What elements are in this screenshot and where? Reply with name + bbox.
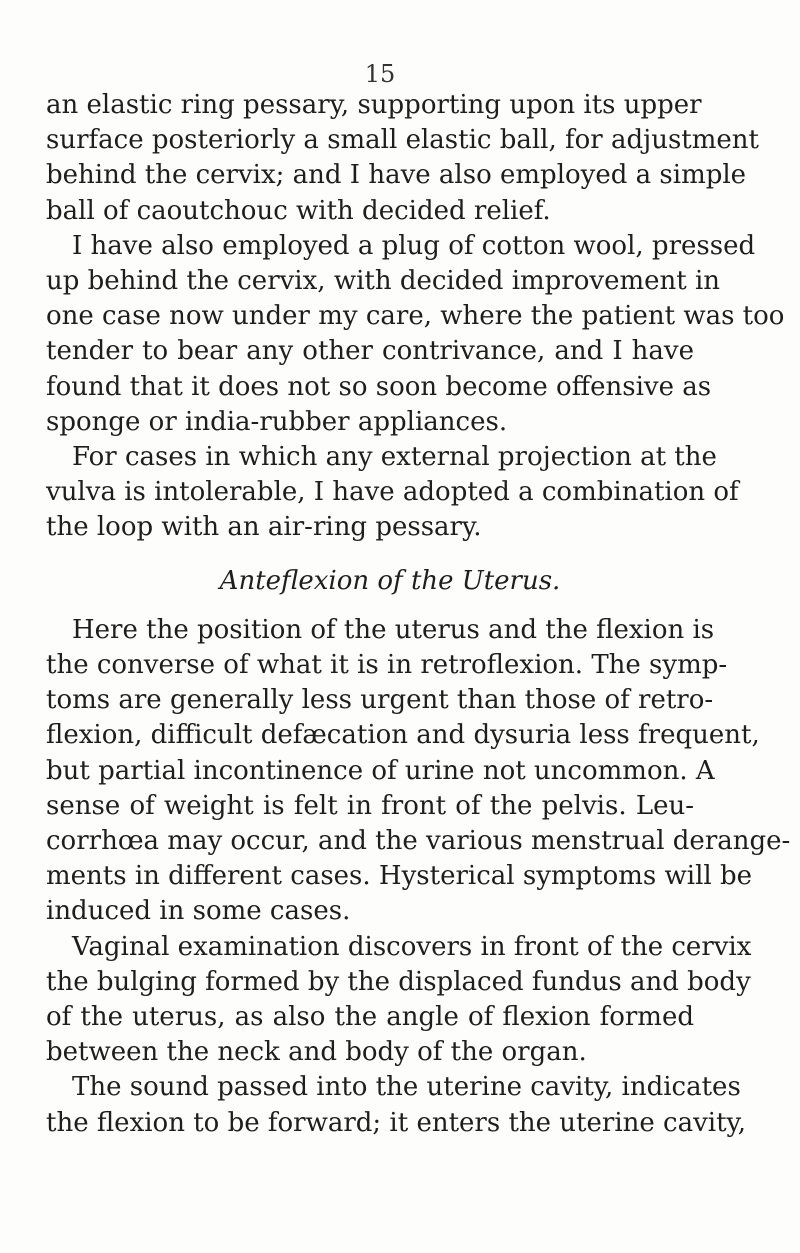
text-line: of the uterus, as also the angle of flexion formed <box>46 1002 694 1033</box>
text-line: induced in some cases. <box>46 896 351 927</box>
page-number: 15 <box>364 60 396 88</box>
text-line: an elastic ring pessary, supporting upon its upper <box>46 90 702 120</box>
text-line: ball of caoutchouc with decided relief. <box>46 195 551 226</box>
text-line: the bulging formed by the displaced fundus and body <box>46 966 751 997</box>
paragraph <box>46 440 739 546</box>
text-line: vulva is intolerable, I have adopted a combination of <box>46 477 739 508</box>
text-line: between the neck and body of the organ. <box>46 1037 587 1068</box>
paragraph <box>46 930 752 1071</box>
text-line: Here the position of the uterus and the flexion is <box>72 614 715 645</box>
text-line: tender to bear any other contrivance, and I have <box>46 336 694 367</box>
text-line: one case now under my care, where the patient was too <box>46 301 785 332</box>
section-heading: Anteflexion of the Uterus. <box>219 565 561 596</box>
text-line: Vaginal examination discovers in front of the cervix <box>72 931 752 962</box>
text-line: I have also employed a plug of cotton wool, pressed <box>72 230 756 261</box>
text-line: the converse of what it is in retroflexion. The symp- <box>46 650 728 681</box>
text-line: the loop with an air-ring pessary. <box>46 512 482 543</box>
text-line: behind the cervix; and I have also employed a simple <box>46 160 747 191</box>
text-line: but partial incontinence of urine not uncommon. A <box>46 755 715 786</box>
text-line: sense of weight is felt in front of the pelvis. Leu- <box>46 790 694 821</box>
text-line: sponge or india-rubber appliances. <box>46 406 508 437</box>
text-line: flexion, difficult defæcation and dysuria less frequent, <box>46 720 760 751</box>
text-line: ments in different cases. Hysterical symptoms will be <box>46 861 753 892</box>
paragraph <box>46 613 791 930</box>
text-line: The sound passed into the uterine cavity, indicates <box>72 1072 741 1103</box>
text-line: the flexion to be forward; it enters the uterine cavity, <box>46 1107 747 1138</box>
paragraph <box>46 229 785 440</box>
paragraph <box>46 1070 747 1140</box>
text-line: found that it does not so soon become offensive as <box>46 371 712 402</box>
text-line: surface posteriorly a small elastic ball, for adjustment <box>46 125 759 156</box>
text-line: For cases in which any external projection at the <box>72 442 717 473</box>
text-line: corrhœa may occur, and the various menstrual derange- <box>46 826 791 857</box>
text-line: up behind the cervix, with decided improvement in <box>46 266 721 297</box>
body-text <box>46 88 791 1141</box>
text-line: toms are generally less urgent than those of retro- <box>46 685 714 716</box>
paragraph <box>46 88 759 229</box>
